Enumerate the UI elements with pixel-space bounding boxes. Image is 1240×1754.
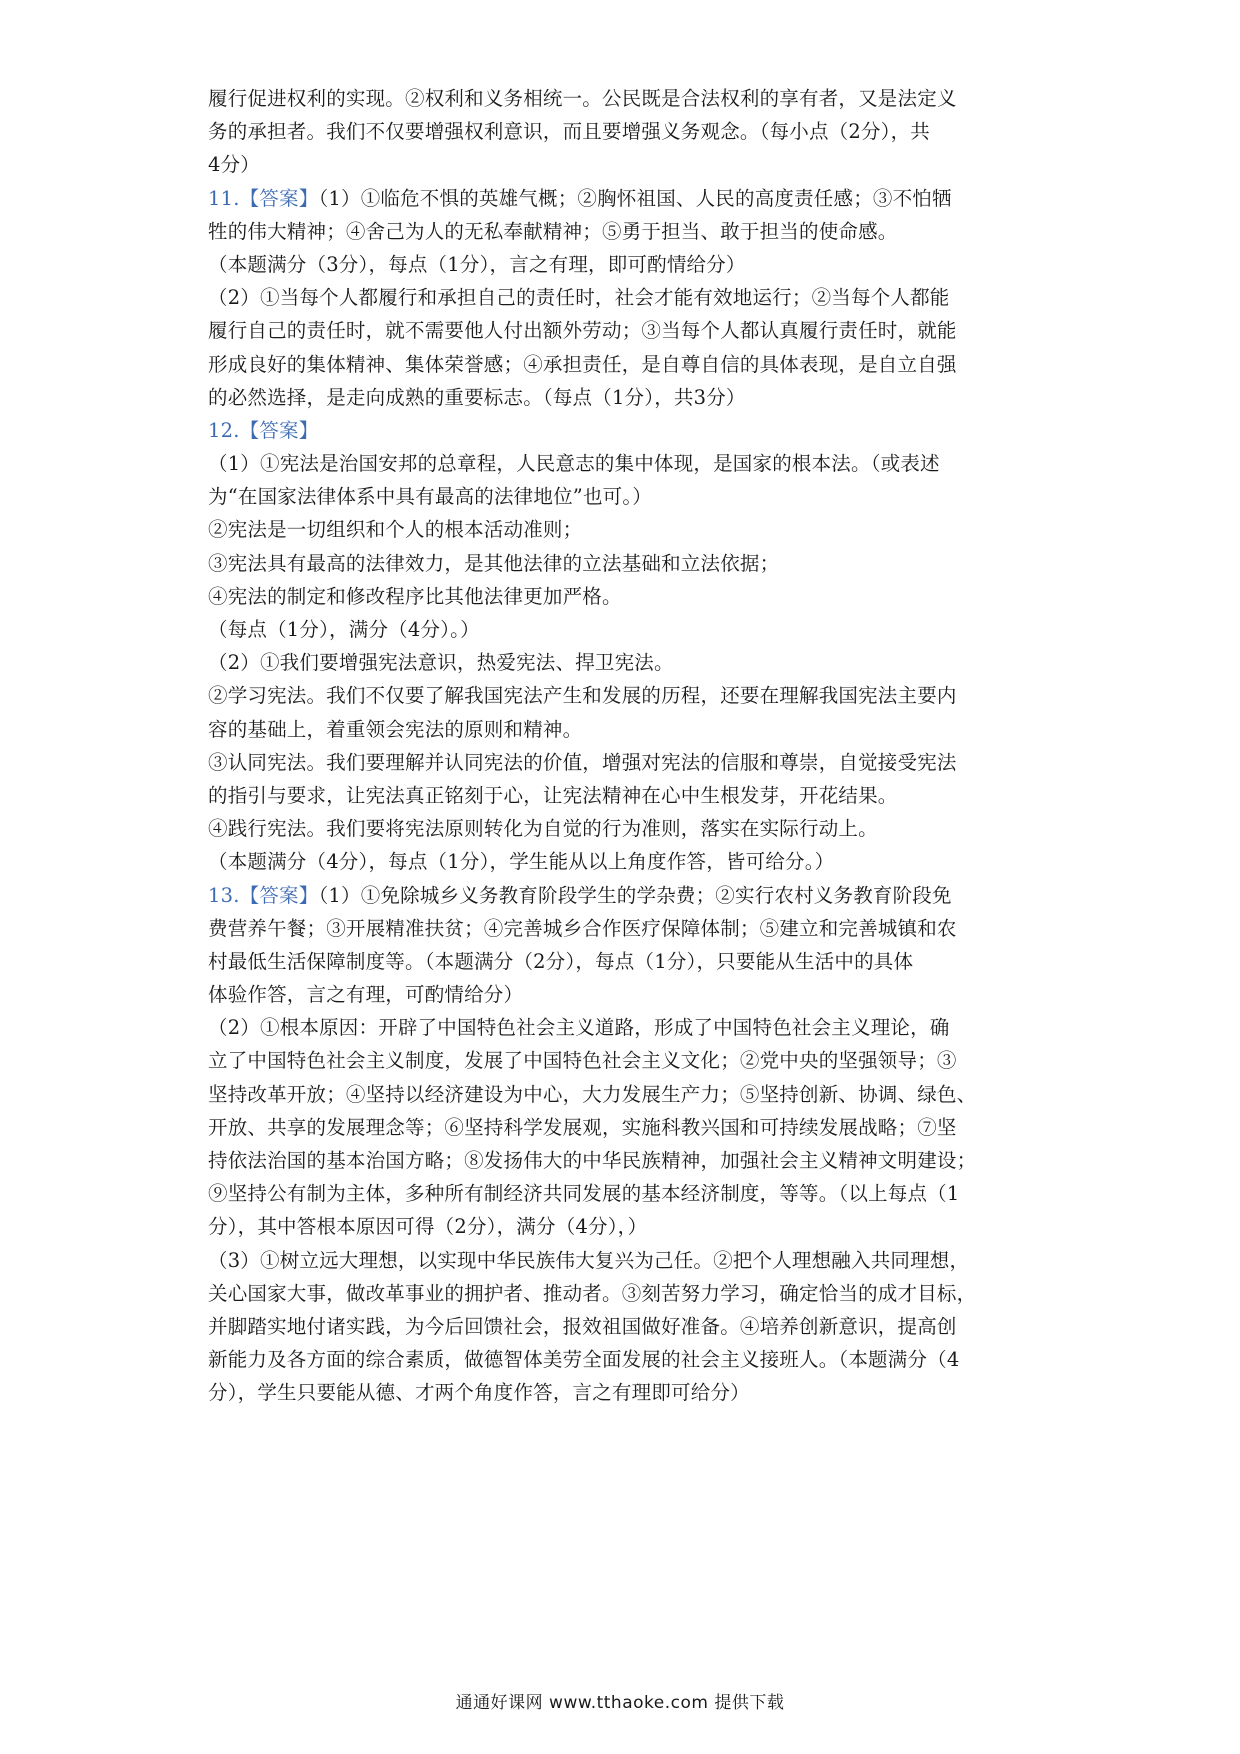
text-line: 坚持改革开放；④坚持以经济建设为中心，大力发展生产力；⑤坚持创新、协调、绿色、 (208, 1082, 977, 1106)
text-line: （1）①宪法是治国安邦的总章程，人民意志的集中体现，是国家的根本法。（或表述 (208, 452, 940, 476)
text-line: ④宪法的制定和修改程序比其他法律更加严格。 (208, 584, 622, 608)
answer-text: （1）①临危不惧的英雄气概；②胸怀祖国、人民的高度责任感；③不怕牺 (318, 186, 952, 210)
text-line: 牲的伟大精神；④舍己为人的无私奉献精神；⑤勇于担当、敢于担当的使命感。 (208, 219, 898, 243)
question-header-line (208, 879, 1040, 912)
text-line: （3）①树立远大理想，以实现中华民族伟大复兴为己任。②把个人理想融入共同理想， (208, 1248, 970, 1272)
text-line: 形成良好的集体精神、集体荣誉感；④承担责任，是自尊自信的具体表现，是自立自强 (208, 352, 957, 376)
text-line: 的指引与要求，让宪法真正铭刻于心，让宪法精神在心中生根发芽，开花结果。 (208, 783, 898, 807)
text-line: ③认同宪法。我们要理解并认同宪法的价值，增强对宪法的信服和尊崇，自觉接受宪法 (208, 750, 957, 774)
text-line: （2）①我们要增强宪法意识，热爱宪法、捍卫宪法。 (208, 651, 674, 675)
text-line: 并脚踏实地付诸实践，为今后回馈社会，报效祖国做好准备。④培养创新意识，提高创 (208, 1314, 957, 1338)
text-line: 履行自己的责任时，就不需要他人付出额外劳动；③当每个人都认真履行责任时，就能 (208, 319, 957, 343)
text-line: （2）①当每个人都履行和承担自己的责任时，社会才能有效地运行；②当每个人都能 (208, 286, 950, 310)
answer-tag: 【答案】 (239, 186, 319, 210)
text-line: 的必然选择，是走向成熟的重要标志。（每点（1分），共3分） (208, 385, 746, 409)
page-footer: 通通好课网 www.tthaoke.com 提供下载 (455, 1693, 785, 1713)
text-line: ③宪法具有最高的法律效力，是其他法律的立法基础和立法依据； (208, 551, 780, 575)
question-number: 13. (208, 883, 240, 907)
text-line: （每点（1分），满分（4分）。） (208, 618, 480, 641)
answer-text: （1）①免除城乡义务教育阶段学生的学杂费；②实行农村义务教育阶段免 (318, 883, 952, 907)
text-line: 村最低生活保障制度等。（本题满分（2分），每点（1分），只要能从生活中的具体 (208, 949, 914, 973)
text-line: ④践行宪法。我们要将宪法原则转化为自觉的行为准则，落实在实际行动上。 (208, 817, 878, 841)
question-number: 12. (208, 418, 240, 442)
text-line: （本题满分（3分），每点（1分），言之有理，即可酌情给分） (208, 252, 746, 276)
text-line: 关心国家大事，做改革事业的拥护者、推动者。③刻苦努力学习，确定恰当的成才目标， (208, 1281, 977, 1305)
text-line: ②学习宪法。我们不仅要了解我国宪法产生和发展的历程，还要在理解我国宪法主要内 (208, 684, 957, 708)
text-line: 新能力及各方面的综合素质，做德智体美劳全面发展的社会主义接班人。（本题满分（4 (208, 1348, 960, 1372)
text-line: ⑨坚持公有制为主体，多种所有制经济共同发展的基本经济制度，等等。（以上每点（1 (208, 1182, 960, 1206)
text-line: 开放、共享的发展理念等；⑥坚持科学发展观，实施科教兴国和可持续发展战略；⑦坚 (208, 1115, 957, 1139)
text-line: 立了中国特色社会主义制度，发展了中国特色社会主义文化；②党中央的坚强领导；③ (208, 1049, 957, 1073)
text-line: 分），学生只要能从德、才两个角度作答，言之有理即可给分） (208, 1381, 750, 1405)
text-line: 为“在国家法律体系中具有最高的法律地位”也可。） (208, 485, 652, 509)
text-line: 务的承担者。我们不仅要增强权利意识，而且要增强义务观念。（每小点（2分），共 (208, 120, 931, 144)
question-header-line (208, 182, 1040, 215)
question-number: 11. (208, 186, 240, 210)
text-line: ②宪法是一切组织和个人的根本活动准则； (208, 518, 583, 542)
text-line: 体验作答，言之有理，可酌情给分） (208, 983, 524, 1007)
answer-tag: 【答案】 (239, 418, 319, 442)
text-line: 分），其中答根本原因可得（2分），满分（4分），） (208, 1215, 648, 1239)
question-header-line (208, 414, 1040, 447)
answer-tag: 【答案】 (239, 883, 319, 907)
text-line: 费营养午餐；③开展精准扶贫；④完善城乡合作医疗保障体制；⑤建立和完善城镇和农 (208, 916, 957, 940)
text-line: 容的基础上，着重领会宪法的原则和精神。 (208, 717, 583, 741)
text-line: 履行促进权利的实现。②权利和义务相统一。公民既是合法权利的享有者，又是法定义 (208, 87, 957, 110)
text-line: 4分） (208, 153, 261, 177)
document-body (208, 82, 1040, 1410)
text-line: （2）①根本原因：开辟了中国特色社会主义道路，形成了中国特色社会主义理论，确 (208, 1016, 950, 1040)
text-line: （本题满分（4分），每点（1分），学生能从以上角度作答，皆可给分。） (208, 850, 835, 874)
text-line: 持依法治国的基本治国方略；⑧发扬伟大的中华民族精神，加强社会主义精神文明建设； (208, 1149, 977, 1172)
